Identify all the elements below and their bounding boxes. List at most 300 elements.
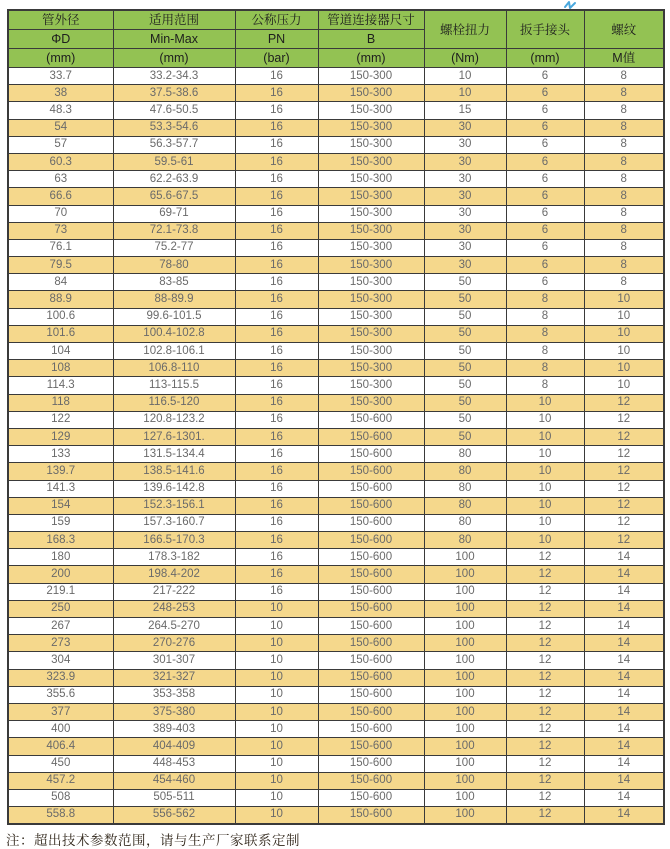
table-cell: 48.3 (8, 102, 113, 119)
table-cell: 88.9 (8, 291, 113, 308)
table-cell: 131.5-134.4 (113, 446, 235, 463)
table-cell: 50 (424, 360, 506, 377)
table-cell: 54 (8, 119, 113, 136)
table-cell: 150-600 (318, 789, 424, 806)
table-cell: 12 (506, 703, 584, 720)
table-cell: 14 (584, 703, 664, 720)
table-cell: 8 (584, 136, 664, 153)
table-row (8, 343, 664, 360)
table-cell: 323.9 (8, 669, 113, 686)
table-cell: 16 (235, 497, 318, 514)
table-cell: 14 (584, 635, 664, 652)
table-cell: 122 (8, 411, 113, 428)
header-nominal-pressure: 公称压力 (235, 10, 318, 30)
table-cell: 150-300 (318, 222, 424, 239)
table-cell: 8 (584, 119, 664, 136)
table-cell: 80 (424, 514, 506, 531)
table-cell: 100 (424, 566, 506, 583)
table-cell: 12 (506, 721, 584, 738)
table-cell: 12 (584, 428, 664, 445)
table-cell: 84 (8, 274, 113, 291)
table-cell: 150-300 (318, 343, 424, 360)
header-wrench-joint: 扳手接头 (506, 10, 584, 49)
table-cell: 127.6-1301. (113, 428, 235, 445)
table-row (8, 463, 664, 480)
table-cell: 6 (506, 274, 584, 291)
table-cell: 270-276 (113, 635, 235, 652)
table-cell: 50 (424, 325, 506, 342)
header-outer-diameter: 管外径 (8, 10, 113, 30)
table-cell: 30 (424, 188, 506, 205)
table-cell: 80 (424, 480, 506, 497)
table-row (8, 377, 664, 394)
table-cell: 80 (424, 446, 506, 463)
table-cell: 12 (584, 394, 664, 411)
table-row (8, 514, 664, 531)
table-cell: 6 (506, 239, 584, 256)
table-row (8, 686, 664, 703)
table-cell: 14 (584, 583, 664, 600)
table-row (8, 583, 664, 600)
table-cell: 6 (506, 188, 584, 205)
table-cell: 30 (424, 239, 506, 256)
table-cell: 100 (424, 549, 506, 566)
table-cell: 16 (235, 325, 318, 342)
table-row (8, 446, 664, 463)
header-wrench-joint-unit: (mm) (506, 49, 584, 68)
table-cell: 16 (235, 274, 318, 291)
table-cell: 80 (424, 463, 506, 480)
table-cell: 50 (424, 274, 506, 291)
header-applicable-range-unit: (mm) (113, 49, 235, 68)
table-cell: 508 (8, 789, 113, 806)
table-cell: 10 (584, 377, 664, 394)
table-cell: 8 (584, 171, 664, 188)
table-cell: 102.8-106.1 (113, 343, 235, 360)
table-cell: 16 (235, 549, 318, 566)
table-cell: 200 (8, 566, 113, 583)
table-cell: 10 (506, 411, 584, 428)
table-cell: 377 (8, 703, 113, 720)
table-cell: 10 (506, 463, 584, 480)
table-cell: 133 (8, 446, 113, 463)
table-cell: 8 (584, 153, 664, 170)
table-cell: 273 (8, 635, 113, 652)
table-cell: 150-600 (318, 549, 424, 566)
table-cell: 47.6-50.5 (113, 102, 235, 119)
table-header (8, 10, 664, 68)
header-thread: 螺纹 (584, 10, 664, 49)
header-nominal-pressure-unit: (bar) (235, 49, 318, 68)
table-cell: 217-222 (113, 583, 235, 600)
table-cell: 159 (8, 514, 113, 531)
table-cell: 12 (506, 583, 584, 600)
table-cell: 219.1 (8, 583, 113, 600)
table-cell: 60.3 (8, 153, 113, 170)
table-cell: 30 (424, 257, 506, 274)
table-cell: 76.1 (8, 239, 113, 256)
table-cell: 6 (506, 153, 584, 170)
table-cell: 10 (506, 480, 584, 497)
table-cell: 100 (424, 807, 506, 824)
table-cell: 100.6 (8, 308, 113, 325)
table-row (8, 480, 664, 497)
table-cell: 6 (506, 102, 584, 119)
table-cell: 10 (235, 789, 318, 806)
table-cell: 355.6 (8, 686, 113, 703)
table-cell: 12 (506, 549, 584, 566)
table-row (8, 325, 664, 342)
header-outer-diameter-symbol: ΦD (8, 30, 113, 49)
table-cell: 14 (584, 549, 664, 566)
table-cell: 10 (584, 291, 664, 308)
table-cell: 12 (506, 635, 584, 652)
table-cell: 157.3-160.7 (113, 514, 235, 531)
table-cell: 150-600 (318, 669, 424, 686)
table-cell: 14 (584, 618, 664, 635)
table-cell: 100 (424, 686, 506, 703)
table-cell: 12 (506, 566, 584, 583)
table-row (8, 652, 664, 669)
table-cell: 100 (424, 703, 506, 720)
table-cell: 150-600 (318, 532, 424, 549)
table-cell: 6 (506, 257, 584, 274)
table-cell: 10 (235, 807, 318, 824)
table-cell: 150-600 (318, 772, 424, 789)
table-cell: 150-600 (318, 497, 424, 514)
table-cell: 12 (506, 772, 584, 789)
table-cell: 6 (506, 205, 584, 222)
table-cell: 150-300 (318, 257, 424, 274)
table-cell: 505-511 (113, 789, 235, 806)
header-row-title (8, 10, 664, 30)
table-row (8, 532, 664, 549)
table-cell: 450 (8, 755, 113, 772)
table-cell: 150-600 (318, 738, 424, 755)
table-cell: 16 (235, 360, 318, 377)
table-cell: 301-307 (113, 652, 235, 669)
table-cell: 75.2-77 (113, 239, 235, 256)
table-cell: 150-300 (318, 119, 424, 136)
table-cell: 16 (235, 583, 318, 600)
table-cell: 16 (235, 171, 318, 188)
table-cell: 16 (235, 308, 318, 325)
table-cell: 150-600 (318, 600, 424, 617)
table-cell: 180 (8, 549, 113, 566)
table-cell: 59.5-61 (113, 153, 235, 170)
table-cell: 80 (424, 497, 506, 514)
table-cell: 10 (584, 360, 664, 377)
header-bolt-torque-unit: (Nm) (424, 49, 506, 68)
table-cell: 16 (235, 102, 318, 119)
table-row (8, 703, 664, 720)
table-cell: 150-600 (318, 428, 424, 445)
table-cell: 101.6 (8, 325, 113, 342)
table-cell: 16 (235, 394, 318, 411)
table-cell: 150-300 (318, 171, 424, 188)
table-cell: 10 (235, 669, 318, 686)
table-cell: 10 (235, 703, 318, 720)
table-cell: 79.5 (8, 257, 113, 274)
table-cell: 100 (424, 789, 506, 806)
table-cell: 8 (584, 222, 664, 239)
table-cell: 50 (424, 291, 506, 308)
table-cell: 10 (506, 497, 584, 514)
table-cell: 30 (424, 119, 506, 136)
table-cell: 10 (506, 532, 584, 549)
table-cell: 8 (584, 274, 664, 291)
table-cell: 454-460 (113, 772, 235, 789)
pipe-connector-spec-table (7, 9, 665, 825)
table-row (8, 205, 664, 222)
table-row (8, 136, 664, 153)
table-cell: 30 (424, 205, 506, 222)
table-row (8, 618, 664, 635)
table-cell: 150-300 (318, 360, 424, 377)
table-cell: 150-300 (318, 188, 424, 205)
table-cell: 50 (424, 394, 506, 411)
table-cell: 15 (424, 102, 506, 119)
table-cell: 8 (506, 308, 584, 325)
table-cell: 150-300 (318, 291, 424, 308)
table-cell: 50 (424, 411, 506, 428)
table-cell: 10 (235, 600, 318, 617)
table-cell: 556-562 (113, 807, 235, 824)
table-cell: 8 (584, 205, 664, 222)
table-cell: 6 (506, 222, 584, 239)
header-outer-diameter-unit: (mm) (8, 49, 113, 68)
table-row (8, 549, 664, 566)
table-cell: 16 (235, 514, 318, 531)
table-cell: 73 (8, 222, 113, 239)
table-cell: 12 (584, 514, 664, 531)
table-cell: 448-453 (113, 755, 235, 772)
table-row (8, 566, 664, 583)
table-cell: 114.3 (8, 377, 113, 394)
table-row (8, 68, 664, 85)
table-row (8, 308, 664, 325)
table-cell: 50 (424, 308, 506, 325)
table-row (8, 428, 664, 445)
table-row (8, 119, 664, 136)
table-cell: 8 (584, 102, 664, 119)
table-cell: 12 (506, 600, 584, 617)
table-cell: 6 (506, 85, 584, 102)
table-cell: 100 (424, 721, 506, 738)
table-cell: 16 (235, 428, 318, 445)
table-cell: 264.5-270 (113, 618, 235, 635)
table-cell: 16 (235, 411, 318, 428)
footer-note: 注：超出技术参数范围，请与生产厂家联系定制 (6, 833, 300, 848)
table-cell: 99.6-101.5 (113, 308, 235, 325)
table-cell: 69-71 (113, 205, 235, 222)
table-cell: 129 (8, 428, 113, 445)
table-cell: 14 (584, 772, 664, 789)
table-cell: 16 (235, 153, 318, 170)
table-cell: 12 (584, 446, 664, 463)
table-cell: 57 (8, 136, 113, 153)
table-cell: 150-600 (318, 566, 424, 583)
table-cell: 100 (424, 635, 506, 652)
table-row (8, 738, 664, 755)
table-cell: 16 (235, 239, 318, 256)
table-cell: 16 (235, 119, 318, 136)
table-cell: 12 (584, 532, 664, 549)
table-cell: 404-409 (113, 738, 235, 755)
table-cell: 16 (235, 188, 318, 205)
table-row (8, 772, 664, 789)
table-cell: 100 (424, 583, 506, 600)
table-row (8, 85, 664, 102)
table-cell: 12 (506, 738, 584, 755)
table-cell: 53.3-54.6 (113, 119, 235, 136)
table-cell: 30 (424, 136, 506, 153)
table-cell: 321-327 (113, 669, 235, 686)
table-cell: 8 (506, 325, 584, 342)
table-cell: 198.4-202 (113, 566, 235, 583)
table-cell: 6 (506, 171, 584, 188)
table-cell: 250 (8, 600, 113, 617)
table-cell: 10 (506, 394, 584, 411)
table-cell: 118 (8, 394, 113, 411)
table-cell: 150-600 (318, 446, 424, 463)
table-cell: 150-300 (318, 239, 424, 256)
table-cell: 100 (424, 738, 506, 755)
table-cell: 150-600 (318, 583, 424, 600)
table-cell: 14 (584, 669, 664, 686)
table-cell: 150-600 (318, 635, 424, 652)
table-cell: 37.5-38.6 (113, 85, 235, 102)
table-cell: 100 (424, 669, 506, 686)
table-cell: 10 (235, 618, 318, 635)
header-connector-size: 管道连接器尺寸 (318, 10, 424, 30)
table-cell: 558.8 (8, 807, 113, 824)
table-cell: 6 (506, 68, 584, 85)
table-cell: 8 (584, 85, 664, 102)
table-cell: 248-253 (113, 600, 235, 617)
table-cell: 10 (235, 652, 318, 669)
table-cell: 8 (584, 188, 664, 205)
table-cell: 150-600 (318, 755, 424, 772)
table-cell: 33.7 (8, 68, 113, 85)
table-row (8, 222, 664, 239)
table-cell: 10 (235, 738, 318, 755)
table-cell: 10 (506, 446, 584, 463)
header-bolt-torque: 螺栓扭力 (424, 10, 506, 49)
table-cell: 10 (235, 635, 318, 652)
table-cell: 14 (584, 652, 664, 669)
table-cell: 8 (584, 68, 664, 85)
table-cell: 150-300 (318, 205, 424, 222)
table-row (8, 807, 664, 824)
table-cell: 12 (584, 463, 664, 480)
table-cell: 120.8-123.2 (113, 411, 235, 428)
table-cell: 150-300 (318, 274, 424, 291)
table-cell: 12 (506, 652, 584, 669)
table-cell: 457.2 (8, 772, 113, 789)
table-cell: 78-80 (113, 257, 235, 274)
table-row (8, 789, 664, 806)
table-cell: 14 (584, 686, 664, 703)
table-cell: 12 (506, 755, 584, 772)
table-cell: 30 (424, 171, 506, 188)
table-cell: 66.6 (8, 188, 113, 205)
table-row (8, 600, 664, 617)
table-cell: 6 (506, 119, 584, 136)
table-cell: 8 (506, 343, 584, 360)
table-cell: 14 (584, 807, 664, 824)
table-cell: 14 (584, 789, 664, 806)
table-body (8, 68, 664, 824)
table-cell: 16 (235, 257, 318, 274)
table-cell: 10 (235, 686, 318, 703)
table-cell: 10 (424, 85, 506, 102)
table-cell: 150-600 (318, 721, 424, 738)
table-cell: 12 (506, 669, 584, 686)
table-cell: 150-300 (318, 394, 424, 411)
table-cell: 150-600 (318, 411, 424, 428)
table-cell: 56.3-57.7 (113, 136, 235, 153)
table-row (8, 239, 664, 256)
table-cell: 113-115.5 (113, 377, 235, 394)
table-cell: 150-300 (318, 102, 424, 119)
table-cell: 150-300 (318, 68, 424, 85)
table-cell: 16 (235, 68, 318, 85)
table-cell: 50 (424, 343, 506, 360)
table-row (8, 171, 664, 188)
table-cell: 10 (506, 428, 584, 445)
table-cell: 139.6-142.8 (113, 480, 235, 497)
table-cell: 14 (584, 721, 664, 738)
table-cell: 375-380 (113, 703, 235, 720)
table-cell: 12 (506, 789, 584, 806)
table-cell: 16 (235, 343, 318, 360)
table-cell: 8 (506, 291, 584, 308)
table-cell: 8 (506, 360, 584, 377)
header-applicable-range: 适用范围 (113, 10, 235, 30)
table-cell: 63 (8, 171, 113, 188)
table-cell: 150-600 (318, 703, 424, 720)
table-cell: 178.3-182 (113, 549, 235, 566)
table-cell: 16 (235, 446, 318, 463)
table-cell: 14 (584, 755, 664, 772)
table-cell: 100 (424, 755, 506, 772)
table-cell: 10 (424, 68, 506, 85)
table-cell: 12 (506, 807, 584, 824)
table-cell: 150-600 (318, 463, 424, 480)
table-cell: 406.4 (8, 738, 113, 755)
table-cell: 16 (235, 85, 318, 102)
table-cell: 6 (506, 136, 584, 153)
table-cell: 72.1-73.8 (113, 222, 235, 239)
table-cell: 33.2-34.3 (113, 68, 235, 85)
table-row (8, 411, 664, 428)
table-cell: 88-89.9 (113, 291, 235, 308)
header-nominal-pressure-symbol: PN (235, 30, 318, 49)
table-cell: 154 (8, 497, 113, 514)
header-applicable-range-symbol: Min-Max (113, 30, 235, 49)
table-cell: 14 (584, 600, 664, 617)
table-cell: 106.8-110 (113, 360, 235, 377)
table-row (8, 102, 664, 119)
table-row (8, 291, 664, 308)
table-cell: 8 (584, 257, 664, 274)
table-cell: 8 (584, 239, 664, 256)
table-cell: 50 (424, 428, 506, 445)
table-cell: 100 (424, 618, 506, 635)
table-cell: 150-600 (318, 686, 424, 703)
table-cell: 150-300 (318, 136, 424, 153)
